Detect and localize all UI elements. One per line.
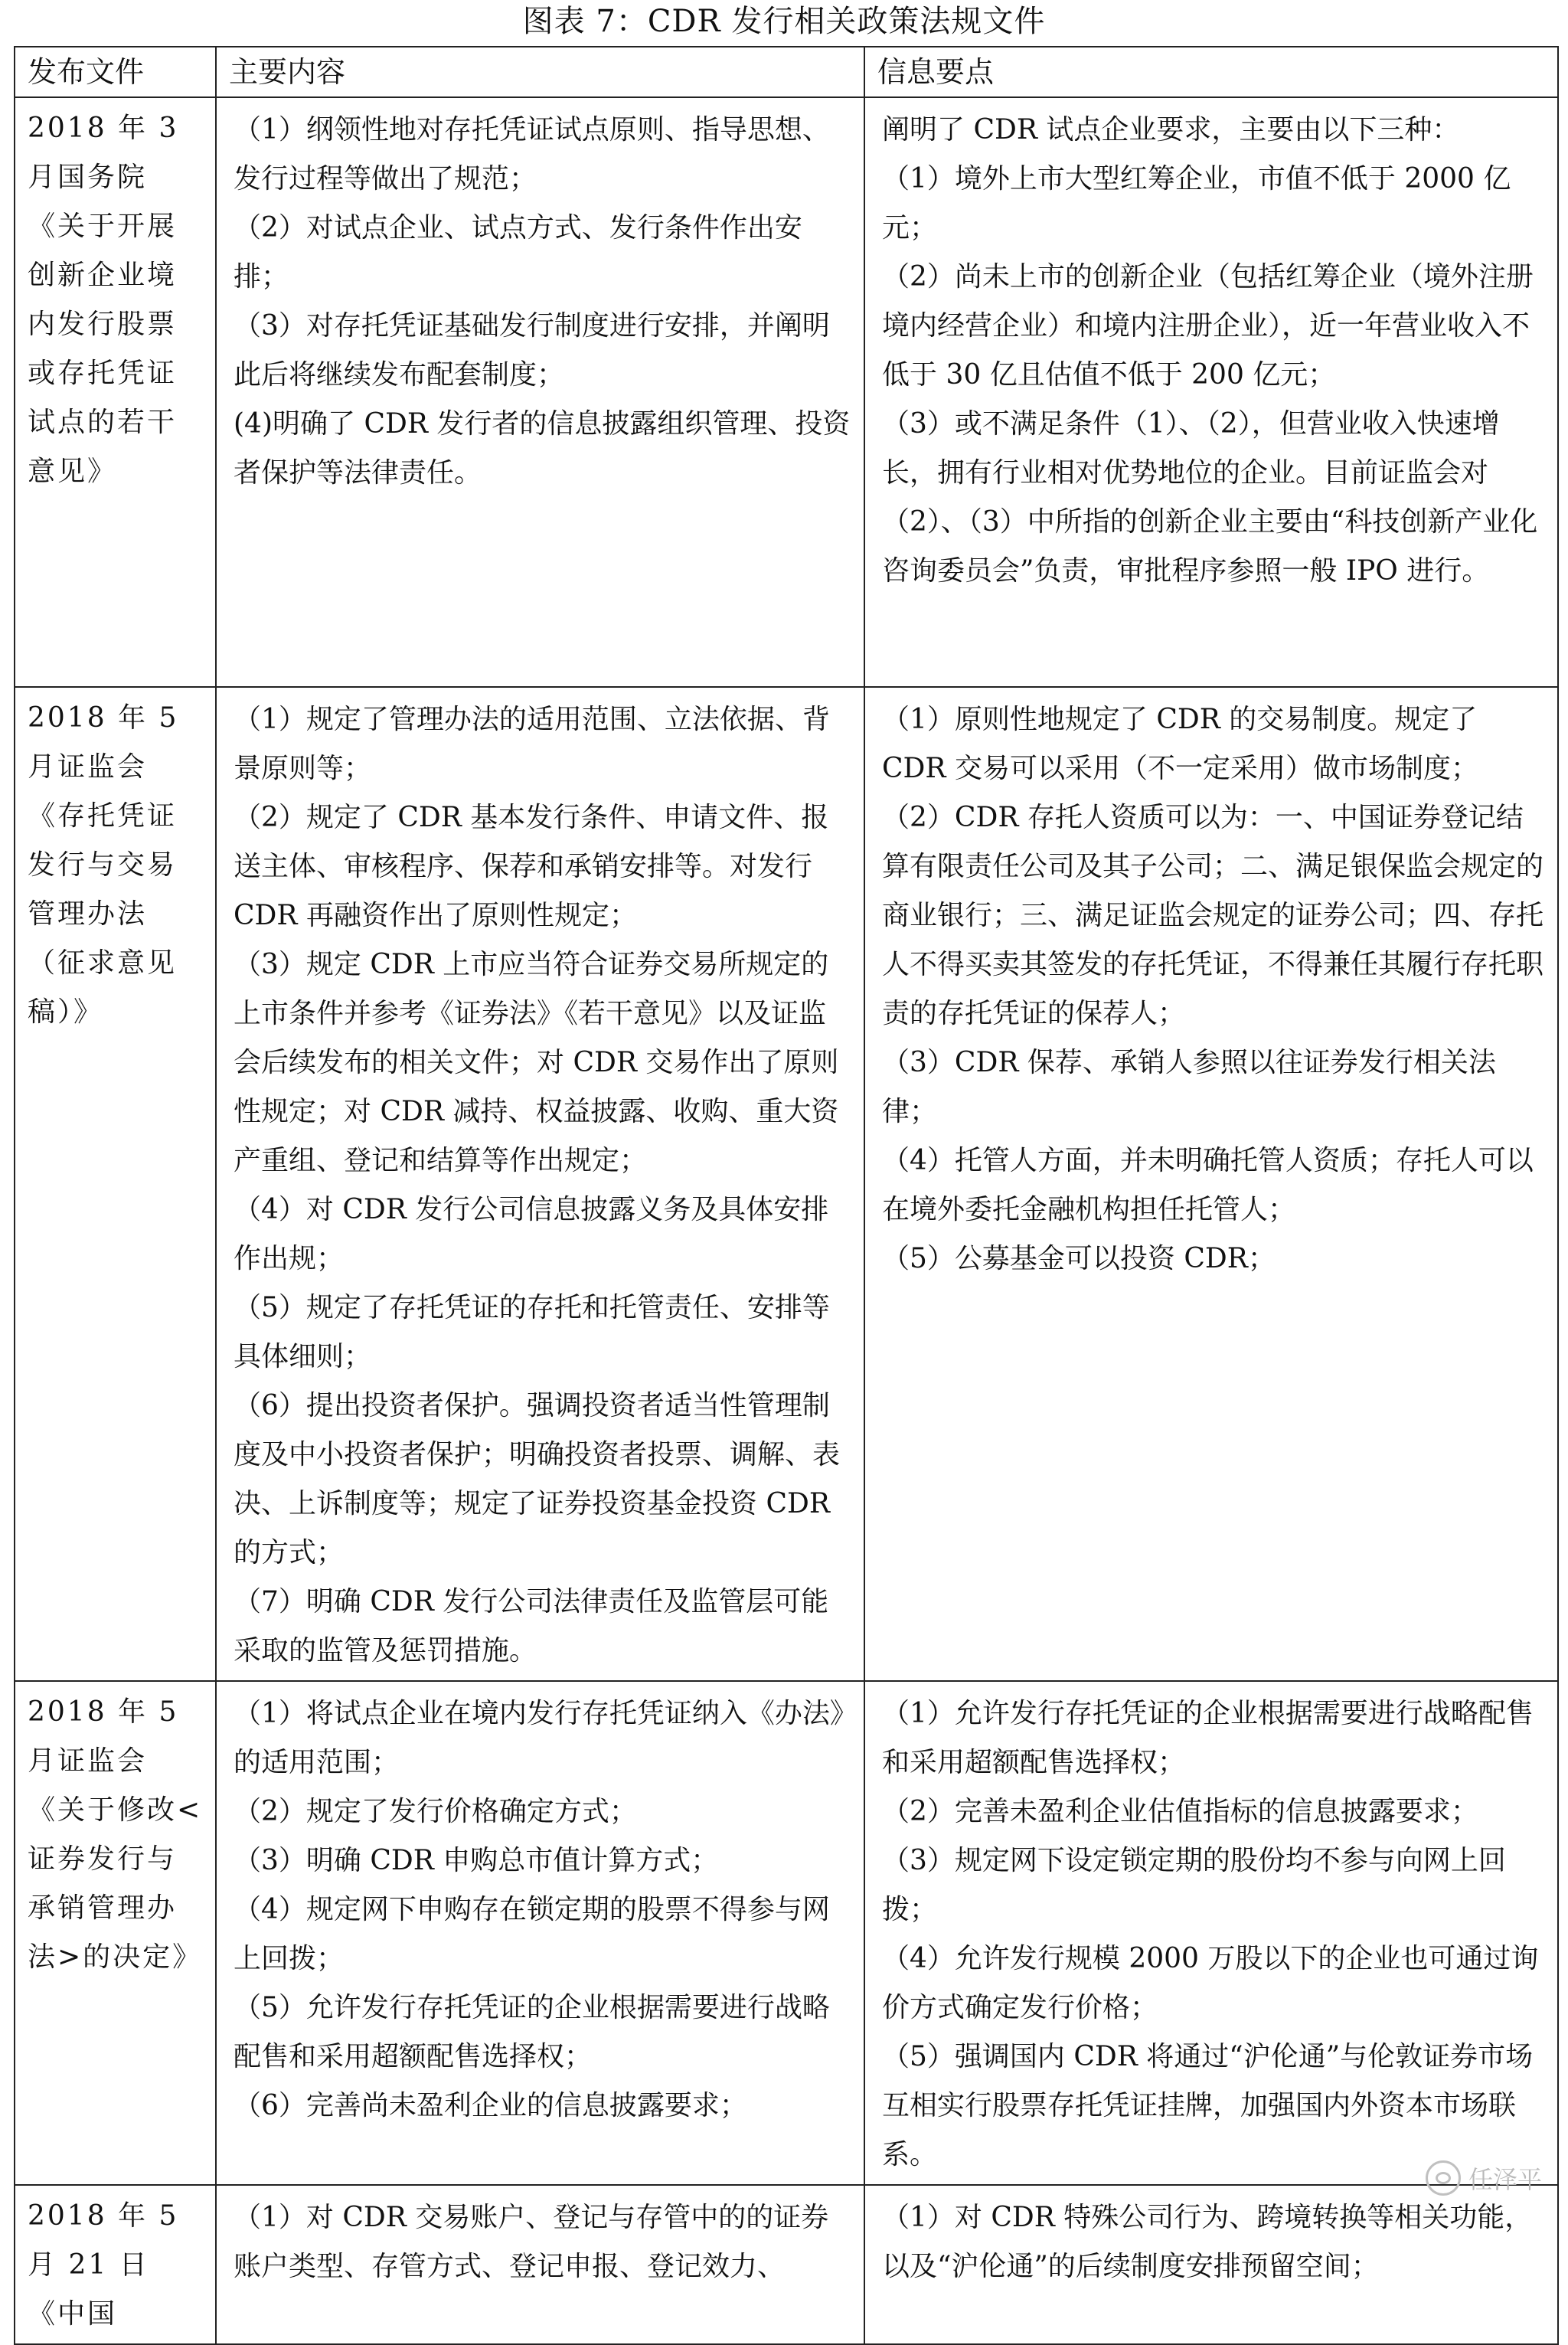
content-item: (4)明确了 CDR 发行者的信息披露组织管理、投资者保护等法律责任。 <box>234 408 851 489</box>
point-item: （3）或不满足条件（1）、（2），但营业收入快速增长，拥有行业相对优势地位的企业。目前证监会对（2）、（3）中所指的创新企业主要由“科技创新产业化咨询委员会”负责，审批程序参照一般 IPO 进行。 <box>882 408 1538 587</box>
content-item: （4）对 CDR 发行公司信息披露义务及具体安排作出规； <box>234 1194 829 1274</box>
table-row <box>15 97 1558 687</box>
table-row <box>15 687 1558 1681</box>
table-header-row <box>15 47 1558 97</box>
content-item: （2）对试点企业、试点方式、发行条件作出安排； <box>234 212 802 293</box>
point-item: （5）强调国内 CDR 将通过“沪伦通”与伦敦证券市场互相实行股票存托凭证挂牌，加强国内外资本市场联系。 <box>882 2041 1534 2170</box>
point-item: （4）托管人方面，并未明确托管人资质；存托人可以在境外委托金融机构担任托管人； <box>882 1145 1534 1225</box>
watermark-text: 任泽平 <box>1468 2165 1542 2194</box>
main-content-cell <box>216 97 864 687</box>
point-item: （1）境外上市大型红筹企业，市值不低于 2000 亿元； <box>882 163 1511 244</box>
document-cell: 2018 年 5 月证监会《关于修改<证券发行与承销管理办法>的决定》 <box>15 1681 216 2185</box>
content-item: （6）提出投资者保护。强调投资者适当性管理制度及中小投资者保护；明确投资者投票、调解、表决、上诉制度等；规定了证券投资基金投资 CDR 的方式； <box>234 1390 841 1568</box>
content-item: （2）规定了 CDR 基本发行条件、申请文件、报送主体、审核程序、保荐和承销安排等。对发行 CDR 再融资作出了原则性规定； <box>234 802 829 931</box>
header-key-points: 信息要点 <box>864 47 1558 97</box>
content-item: （1）将试点企业在境内发行存托凭证纳入《办法》的适用范围； <box>234 1698 844 1778</box>
watermark <box>1426 2160 1542 2196</box>
key-points-cell <box>864 687 1558 1681</box>
content-item: （3）明确 CDR 申购总市值计算方式； <box>234 1845 719 1876</box>
point-item: （1）对 CDR 特殊公司行为、跨境转换等相关功能，以及“沪伦通”的后续制度安排预留空间； <box>882 2202 1533 2282</box>
content-item: （6）完善尚未盈利企业的信息披露要求； <box>234 2090 747 2121</box>
point-item: （1）原则性地规定了 CDR 的交易制度。规定了 CDR 交易可以采用（不一定采用）做市场制度； <box>882 704 1478 784</box>
key-points-cell <box>864 1681 1558 2185</box>
content-item: （3）规定 CDR 上市应当符合证券交易所规定的上市条件并参考《证券法》《若干意见》以及证监会后续发布的相关文件；对 CDR 交易作出了原则性规定；对 CDR 减持、权益披露、收购、重大资产重组、登记和结算等作出规定； <box>234 949 839 1176</box>
point-item: （2）CDR 存托人资质可以为：一、中国证券登记结算有限责任公司及其子公司；二、满足银保监会规定的商业银行；三、满足证监会规定的证券公司；四、存托人不得买卖其签发的存托凭证，不得兼任其履行存托职责的存托凭证的保荐人； <box>882 802 1544 1029</box>
content-item: （5）允许发行存托凭证的企业根据需要进行战略配售和采用超额配售选择权； <box>234 1992 830 2072</box>
content-item: （1）规定了管理办法的适用范围、立法依据、背景原则等； <box>234 704 830 784</box>
table-caption: 图表 7：CDR 发行相关政策法规文件 <box>522 4 1046 39</box>
content-item: （5）规定了存托凭证的存托和托管责任、安排等具体细则； <box>234 1292 830 1372</box>
content-item: （4）规定网下申购存在锁定期的股票不得参与网上回拨； <box>234 1894 830 1974</box>
point-item: （5）公募基金可以投资 CDR； <box>882 1243 1276 1274</box>
content-item: （3）对存托凭证基础发行制度进行安排，并阐明此后将继续发布配套制度； <box>234 310 830 391</box>
main-content-cell <box>216 2185 864 2344</box>
point-item: （2）完善未盈利企业估值指标的信息披露要求； <box>882 1796 1478 1827</box>
content-item: （1）纲领性地对存托凭证试点原则、指导思想、发行过程等做出了规范； <box>234 114 830 195</box>
point-item: （2）尚未上市的创新企业（包括红筹企业（境外注册境内经营企业）和境内注册企业），近一年营业收入不低于 30 亿且估值不低于 200 亿元； <box>882 261 1534 391</box>
table-body <box>15 97 1558 2344</box>
point-item: 阐明了 CDR 试点企业要求，主要由以下三种： <box>882 114 1460 146</box>
content-item: （2）规定了发行价格确定方式； <box>234 1796 637 1827</box>
content-item: （1）对 CDR 交易账户、登记与存管中的的证券账户类型、存管方式、登记申报、登记效力、 <box>234 2202 829 2282</box>
weibo-logo-icon <box>1426 2160 1461 2196</box>
content-item: （7）明确 CDR 发行公司法律责任及监管层可能采取的监管及惩罚措施。 <box>234 1586 829 1666</box>
main-content-cell <box>216 1681 864 2185</box>
point-item: （3）CDR 保荐、承销人参照以往证券发行相关法律； <box>882 1047 1496 1127</box>
document-cell: 2018 年 5 月证监会《存托凭证发行与交易管理办法（征求意见稿）》 <box>15 687 216 1681</box>
main-content-cell <box>216 687 864 1681</box>
table-row <box>15 2185 1558 2344</box>
header-document: 发布文件 <box>15 47 216 97</box>
key-points-cell <box>864 97 1558 687</box>
point-item: （3）规定网下设定锁定期的股份均不参与向网上回拨； <box>882 1845 1506 1925</box>
document-cell: 2018 年 3 月国务院《关于开展创新企业境内发行股票或存托凭证试点的若干意见》 <box>15 97 216 687</box>
point-item: （1）允许发行存托凭证的企业根据需要进行战略配售和采用超额配售选择权； <box>882 1698 1534 1778</box>
point-item: （4）允许发行规模 2000 万股以下的企业也可通过询价方式确定发行价格； <box>882 1943 1539 2023</box>
key-points-cell <box>864 2185 1558 2344</box>
table-row <box>15 1681 1558 2185</box>
policy-table <box>14 46 1559 2345</box>
document-cell: 2018 年 5 月 21 日《中国 <box>15 2185 216 2344</box>
header-main-content: 主要内容 <box>216 47 864 97</box>
